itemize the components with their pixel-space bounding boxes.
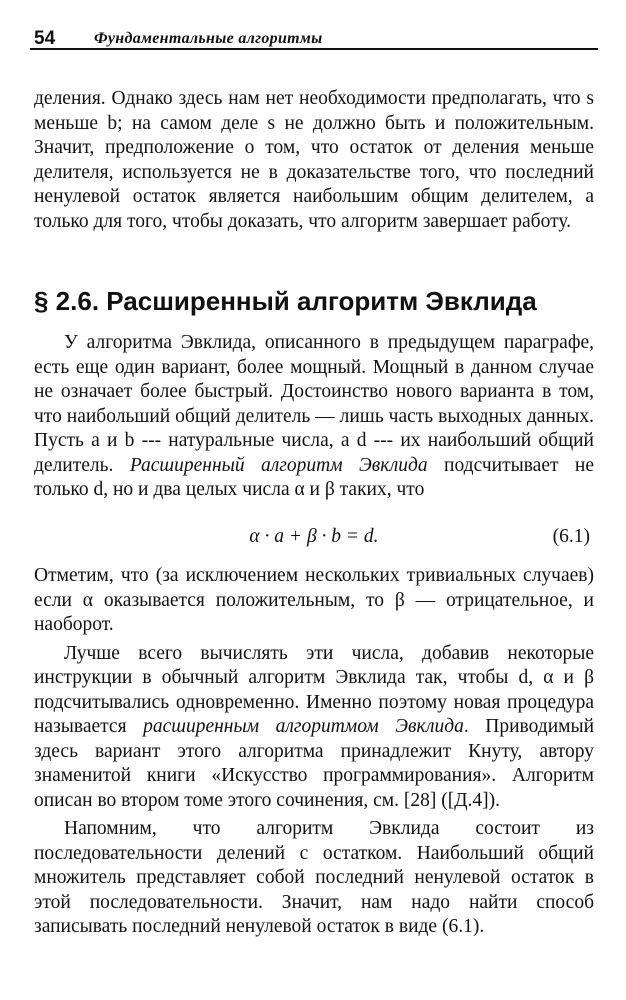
section-heading: § 2.6. Расширенный алгоритм Эвклида — [34, 286, 537, 316]
intro-text-block — [34, 87, 594, 234]
paragraph-4: Напомним, что алгоритм Эвклида состоит из последовательности делений с остатком. Наибольший общий множитель представляет собой последний ненулевой остаток в этой последовательности. Значит, нам надо найти способ записывать последний ненулевой остаток в виде (6.1). — [34, 818, 594, 937]
paragraph-1-text-a: У алгоритма Эвклида, описанного в предыдущем параграфе, есть еще один вариант, более мощный. Мощный в данном случае не означает более быстрый. Достоинство нового варианта в том, что наибольший общий делитель — лишь часть выходных данных. Пусть a и b --- натуральные числа, а d --- их наибольший общий делитель. — [34, 332, 594, 476]
paragraph-1-text-b: подсчитывает не только d, но и два целых числа α и β таких, что — [34, 454, 594, 500]
paragraph-2: Отметим, что (за исключением нескольких тривиальных случаев) если α оказывается положительным, то β — отрицательное, и наоборот. — [34, 565, 594, 635]
formula-expression: α · a + β · b = d. — [249, 526, 379, 547]
paragraph-3-text-a: Лучше всего вычислять эти числа, добавив некоторые инструкции в обычный алгоритм Эвклида так, чтобы d, α и β подсчитывались одновременно. Именно поэтому новая процедура называется — [34, 642, 594, 737]
paragraph-3 — [34, 642, 594, 814]
intro-paragraph: деления. Однако здесь нам нет необходимости предполагать, что s меньше b; на самом деле s не должно быть и положительным. Значит, предположение о том, что остаток от деления меньше делителя, используется не в доказательстве того, что последний ненулевой остаток является наибольшим общим делителем, а только для того, чтобы доказать, что алгоритм завершает работу. — [34, 88, 594, 232]
paragraph-1-emphasis: Расширенный алгоритм Эвклида — [129, 454, 428, 476]
page-number: 54 — [34, 28, 56, 49]
section-intro-block — [34, 331, 594, 503]
formula-6-1 — [34, 526, 594, 552]
formula-number: (6.1) — [552, 526, 590, 547]
paragraph-3-text-b: . Приводимый здесь вариант этого алгоритма принадлежит Кнуту, автору знаменитой книги «Искусство программирования». Алгоритм описан во втором томе этого сочинения, см. [28] ([Д.4]). — [34, 716, 595, 811]
paragraph-1 — [34, 331, 594, 503]
section-body-block — [34, 564, 594, 940]
paragraph-3-emphasis: расширенным алгоритмом Эвклида — [143, 716, 464, 737]
running-title: Фундаментальные алгоритмы — [94, 30, 323, 47]
page-header — [30, 22, 598, 50]
